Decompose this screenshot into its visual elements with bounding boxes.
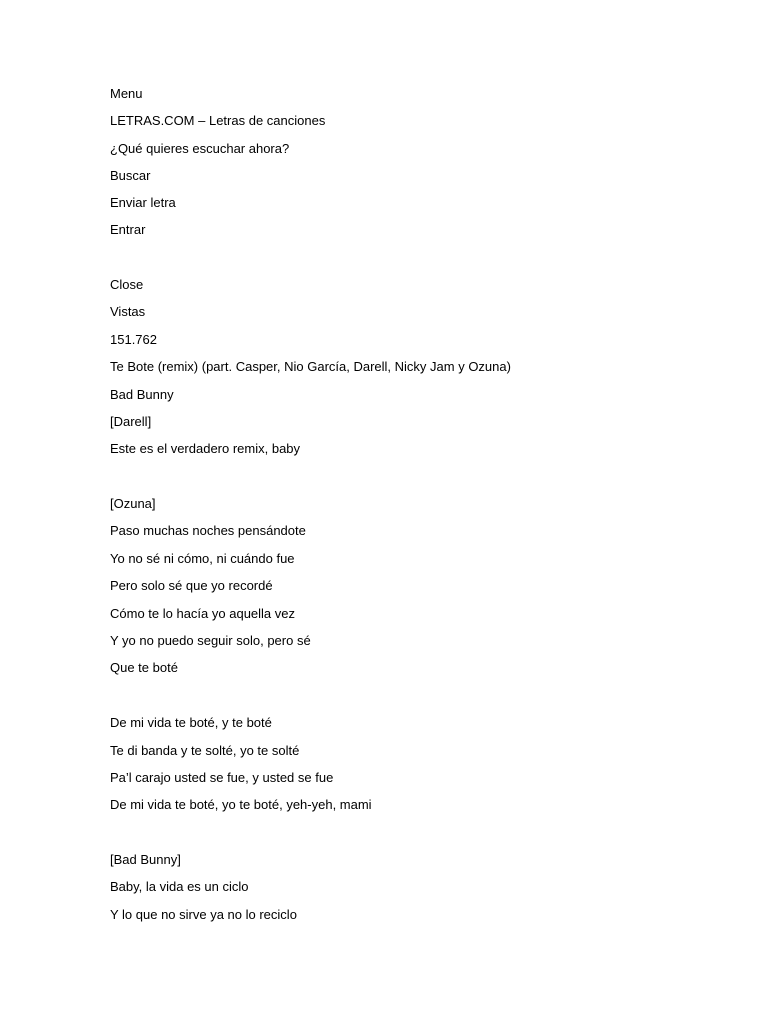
artist-link[interactable]: Bad Bunny xyxy=(110,387,174,402)
lyric-line: Pa’l carajo usted se fue, y usted se fue xyxy=(110,770,334,785)
lyric-line: [Bad Bunny] xyxy=(110,852,181,867)
login-link[interactable]: Entrar xyxy=(110,222,146,237)
search-button[interactable]: Buscar xyxy=(110,168,151,183)
lyric-line: Pero solo sé que yo recordé xyxy=(110,578,273,593)
site-title-link[interactable]: LETRAS.COM – Letras de canciones xyxy=(110,113,326,128)
lyric-line: Cómo te lo hacía yo aquella vez xyxy=(110,606,295,621)
lyric-line: Y lo que no sirve ya no lo reciclo xyxy=(110,907,297,922)
lyric-line: De mi vida te boté, yo te boté, yeh-yeh, mami xyxy=(110,797,372,812)
lyric-line: Baby, la vida es un ciclo xyxy=(110,879,249,894)
lyric-line: De mi vida te boté, y te boté xyxy=(110,715,272,730)
search-prompt[interactable]: ¿Qué quieres escuchar ahora? xyxy=(110,141,290,156)
lyric-line: Este es el verdadero remix, baby xyxy=(110,441,301,456)
song-title: Te Bote (remix) (part. Casper, Nio García, Darell, Nicky Jam y Ozuna) xyxy=(110,359,511,374)
submit-lyrics-link[interactable]: Enviar letra xyxy=(110,195,176,210)
lyric-line: Yo no sé ni cómo, ni cuándo fue xyxy=(110,551,295,566)
views-count: 151.762 xyxy=(110,332,157,347)
lyric-line: Y yo no puedo seguir solo, pero sé xyxy=(110,633,311,648)
lyric-line: [Darell] xyxy=(110,414,152,429)
lyric-line: [Ozuna] xyxy=(110,496,156,511)
lyric-line: Te di banda y te solté, yo te solté xyxy=(110,743,300,758)
close-button[interactable]: Close xyxy=(110,277,144,292)
lyric-line: Paso muchas noches pensándote xyxy=(110,523,306,538)
menu-link[interactable]: Menu xyxy=(110,86,143,101)
views-label: Vistas xyxy=(110,304,146,319)
lyric-line: Que te boté xyxy=(110,660,178,675)
